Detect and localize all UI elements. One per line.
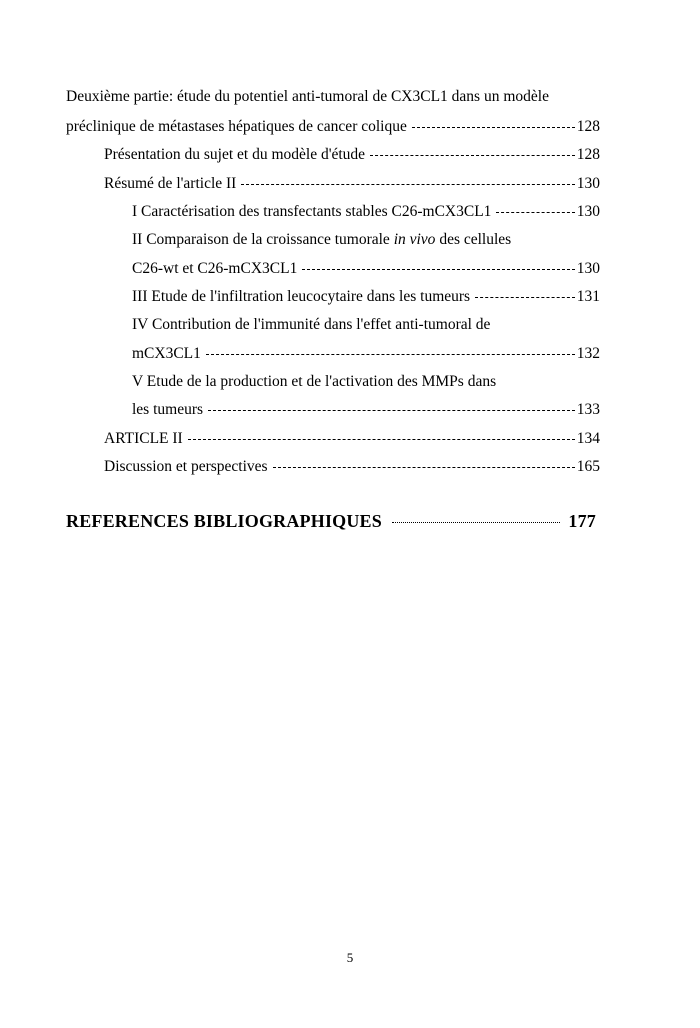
toc-entry-title: V Etude de la production et de l'activation des MMPs dans — [132, 373, 497, 390]
toc-entry-title: ARTICLE II — [104, 430, 183, 447]
toc-entry-section4[interactable] — [132, 343, 600, 365]
toc-entry-title: I Caractérisation des transfectants stables C26-mCX3CL1 — [132, 203, 492, 220]
toc-entry-resume[interactable] — [104, 173, 600, 195]
toc-entry-title: les tumeurs — [132, 401, 204, 418]
toc-entry-presentation[interactable] — [104, 144, 600, 166]
toc-entry-page: 134 — [576, 430, 600, 447]
toc-entry-title: Discussion et perspectives — [104, 458, 268, 475]
toc-entry-part2-line1 — [66, 86, 606, 108]
toc-entry-discussion[interactable] — [104, 456, 600, 478]
dot-leader — [302, 269, 574, 270]
dot-leader — [496, 212, 574, 213]
toc-entry-page: 132 — [576, 345, 600, 362]
toc-entry-page: 133 — [576, 401, 600, 418]
toc-entry-page: 130 — [576, 203, 600, 220]
dot-leader — [392, 522, 560, 523]
toc-entry-page: 177 — [568, 511, 596, 531]
toc-entry-title: préclinique de métastases hépatiques de cancer colique — [66, 118, 407, 135]
toc-entry-title: Présentation du sujet et du modèle d'étude — [104, 146, 366, 163]
dot-leader — [208, 410, 575, 411]
dot-leader — [188, 439, 575, 440]
toc-entry-section2[interactable] — [132, 258, 600, 280]
toc-text: II Comparaison de la croissance tumorale — [132, 231, 394, 248]
toc-text: des cellules — [435, 231, 512, 248]
toc-entry-title: mCX3CL1 — [132, 345, 201, 362]
toc-entry-page: 128 — [576, 118, 600, 135]
toc-entry-title: C26-wt et C26-mCX3CL1 — [132, 260, 298, 277]
toc-entry-page: 130 — [576, 175, 600, 192]
toc-entry-section4-line1 — [132, 314, 600, 336]
dot-leader — [475, 297, 575, 298]
toc-entry-title: REFERENCES BIBLIOGRAPHIQUES — [66, 511, 382, 531]
toc-entry-section3[interactable] — [132, 286, 600, 308]
dot-leader — [241, 184, 574, 185]
dot-leader — [370, 155, 575, 156]
toc-entry-section2-line1 — [132, 229, 600, 251]
dot-leader — [412, 127, 575, 128]
page-number: 5 — [346, 950, 354, 965]
toc-entry-references[interactable] — [66, 508, 596, 534]
dot-leader — [273, 467, 575, 468]
toc-entry-page: 165 — [576, 458, 600, 475]
toc-entry-page: 131 — [576, 288, 600, 305]
toc-entry-section5[interactable] — [132, 399, 600, 421]
toc-entry-title: Deuxième partie: étude du potentiel anti-tumoral de CX3CL1 dans un modèle — [66, 88, 549, 105]
toc-entry-title — [132, 229, 511, 251]
dot-leader — [206, 354, 575, 355]
toc-entry-title: Résumé de l'article II — [104, 175, 237, 192]
toc-entry-section5-line1 — [132, 371, 600, 393]
toc-entry-section1[interactable] — [132, 201, 600, 223]
toc-entry-article[interactable] — [104, 428, 600, 450]
toc-entry-part2[interactable] — [66, 116, 600, 138]
toc-entry-page: 130 — [576, 260, 600, 277]
toc-entry-title: IV Contribution de l'immunité dans l'effet anti-tumoral de — [132, 316, 491, 333]
toc-entry-page: 128 — [576, 146, 600, 163]
toc-entry-title: III Etude de l'infiltration leucocytaire dans les tumeurs — [132, 288, 471, 305]
toc-italic-text: in vivo — [393, 231, 436, 248]
